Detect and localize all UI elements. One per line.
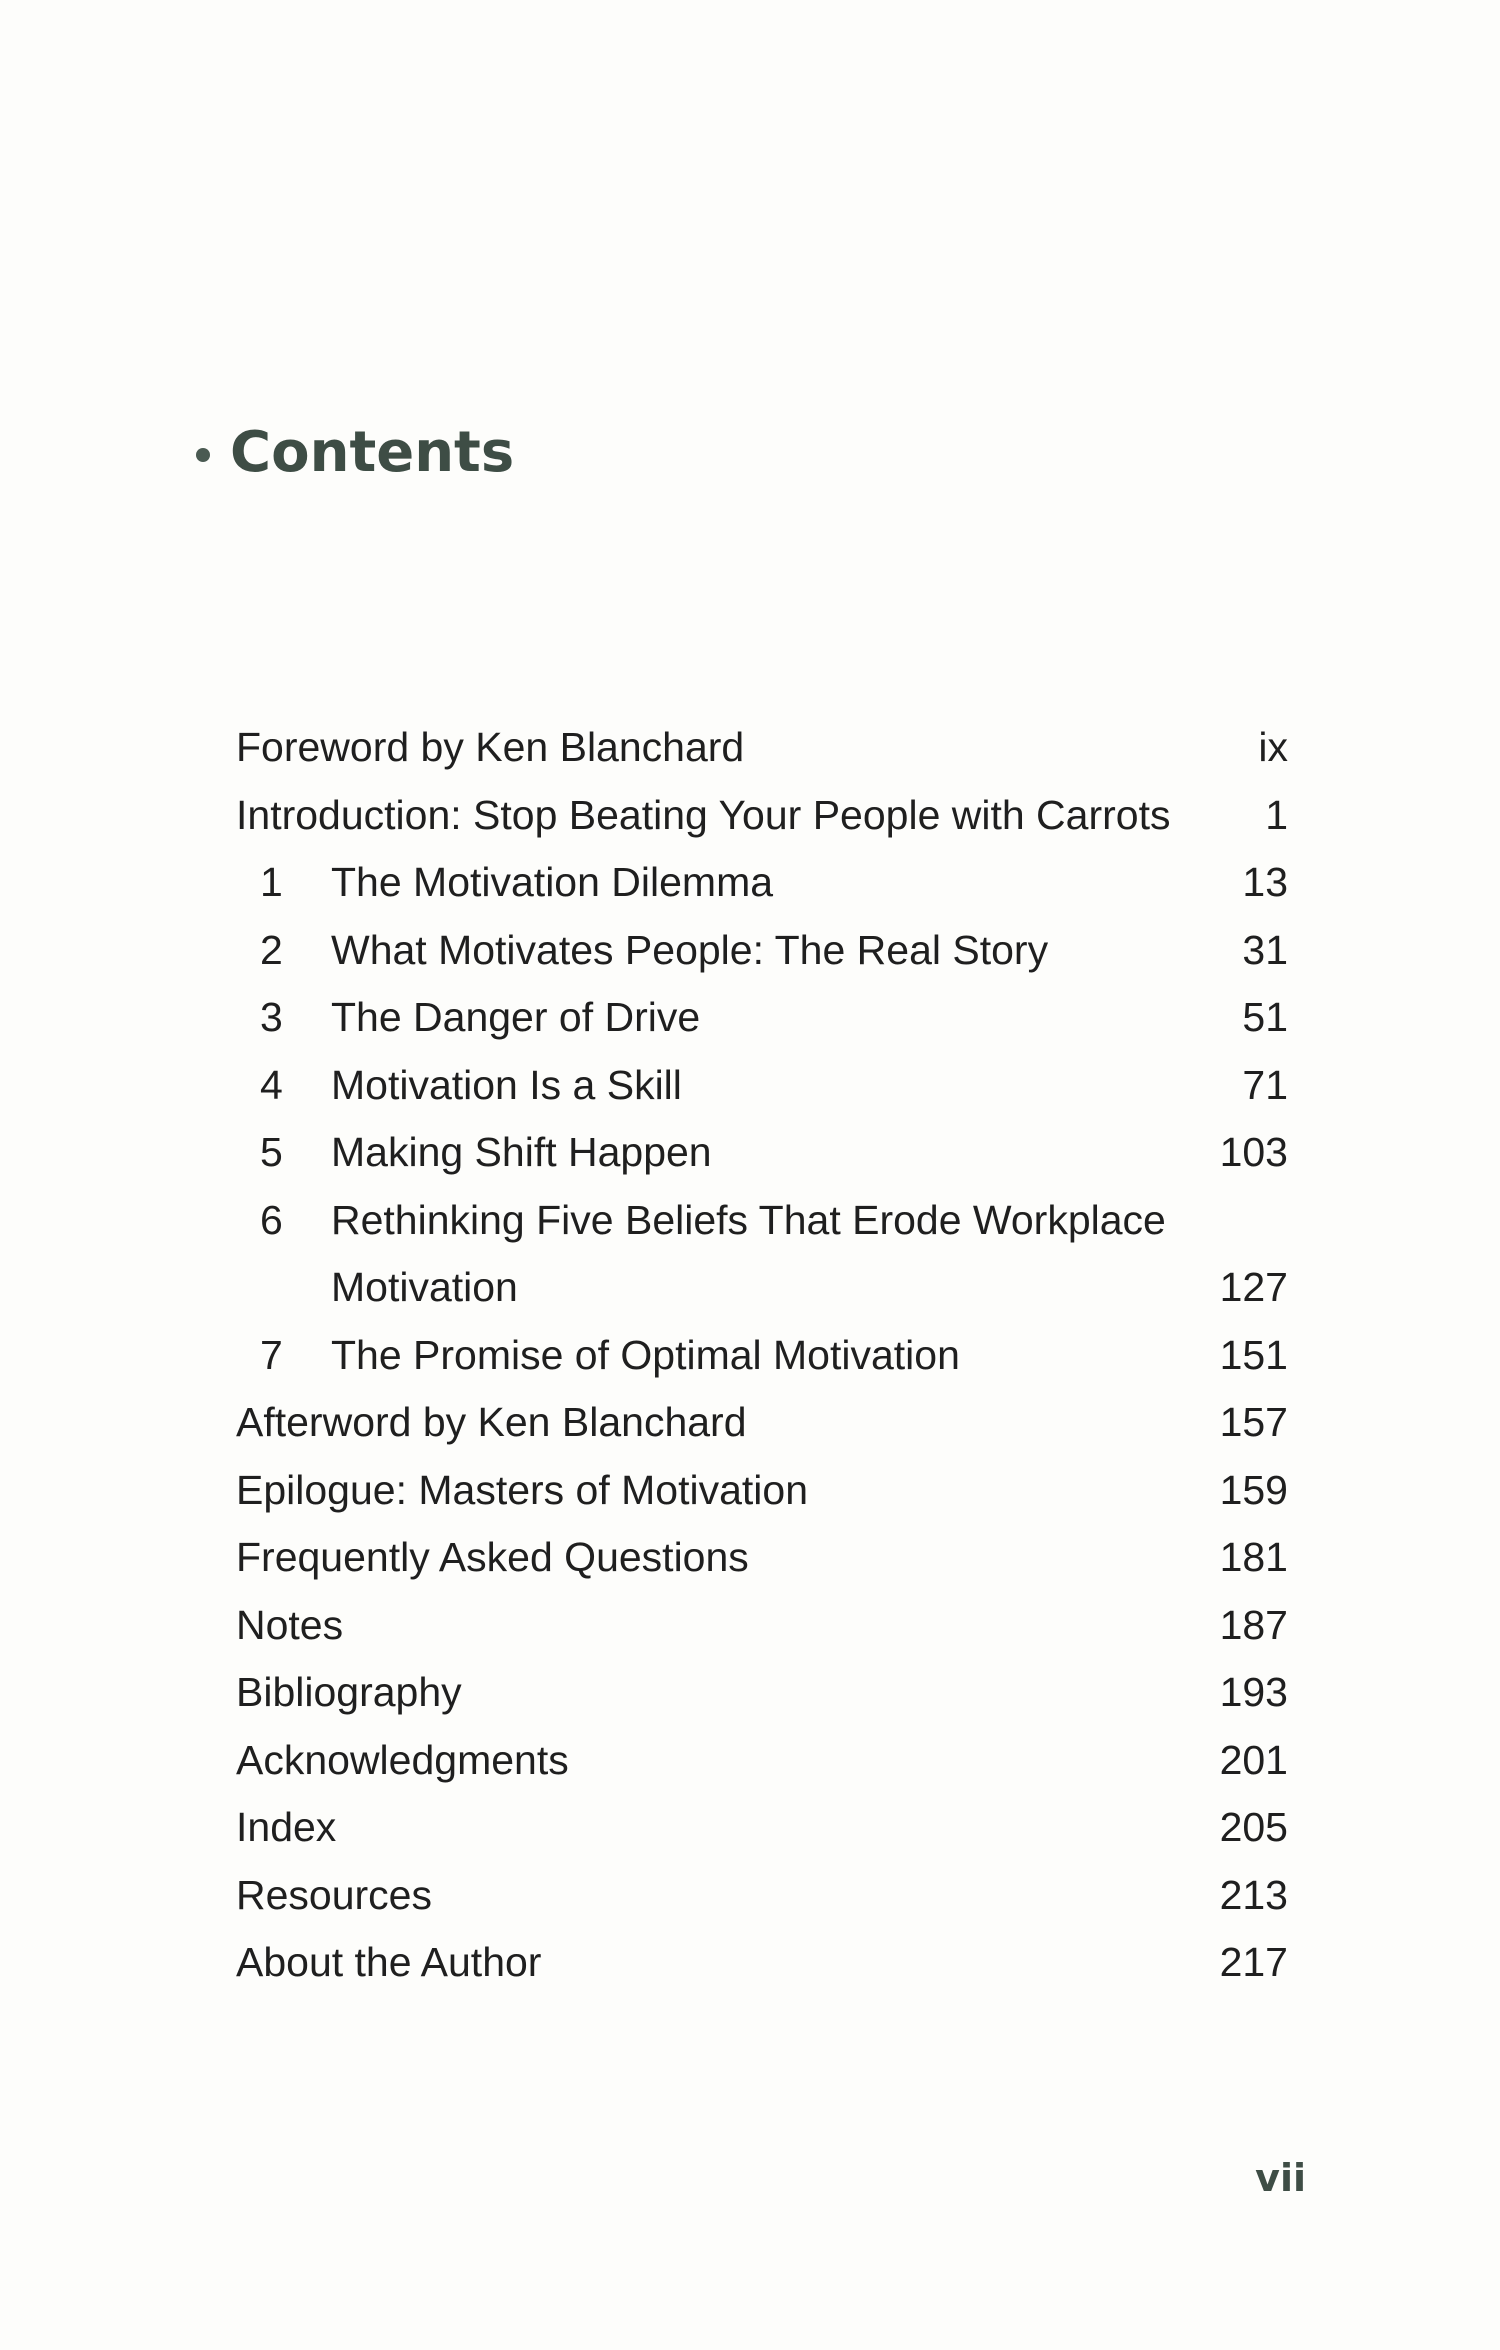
toc-entry	[236, 1187, 1288, 1255]
entry-page-number: 51	[1242, 994, 1288, 1040]
chapter-number: 5	[260, 1129, 283, 1175]
toc-entry	[236, 1929, 1288, 1997]
entry-title: Introduction: Stop Beating Your People with Carrots	[236, 791, 1171, 838]
toc-entry	[236, 1659, 1288, 1727]
toc-entry	[236, 782, 1288, 850]
entry-title: Motivation Is a Skill	[331, 1061, 682, 1108]
entry-page-number: 127	[1219, 1264, 1288, 1310]
chapter-number: 2	[260, 926, 283, 973]
entry-page-number: 187	[1219, 1601, 1288, 1648]
contents-heading	[196, 420, 514, 485]
entry-page-number: 103	[1219, 1129, 1288, 1175]
toc-entry	[236, 849, 1288, 917]
entry-title: Frequently Asked Questions	[236, 1534, 749, 1580]
entry-title: Epilogue: Masters of Motivation	[236, 1466, 808, 1513]
entry-title: The Danger of Drive	[331, 994, 701, 1040]
entry-page-number: 71	[1242, 1061, 1288, 1108]
entry-page-number: 151	[1219, 1331, 1288, 1378]
chapter-number: 1	[260, 859, 283, 905]
page-title: Contents	[230, 420, 515, 485]
entry-title: Acknowledgments	[236, 1736, 569, 1783]
entry-page-number: 193	[1219, 1669, 1288, 1715]
entry-title: Notes	[236, 1601, 344, 1648]
entry-title: Making Shift Happen	[331, 1129, 712, 1175]
entry-title-continued: Motivation	[331, 1264, 518, 1310]
entry-title: The Motivation Dilemma	[331, 859, 774, 905]
toc-entry	[236, 1794, 1288, 1862]
entry-page-number: 201	[1219, 1736, 1288, 1783]
entry-page-number: ix	[1258, 724, 1288, 770]
entry-title: Resources	[236, 1871, 432, 1918]
entry-title: What Motivates People: The Real Story	[331, 926, 1049, 973]
toc-entry-continued	[236, 1254, 1288, 1322]
entry-title: Bibliography	[236, 1669, 462, 1715]
entry-page-number: 205	[1219, 1804, 1288, 1850]
entry-page-number: 1	[1265, 791, 1288, 838]
chapter-number: 7	[260, 1331, 283, 1378]
entry-title: The Promise of Optimal Motivation	[331, 1331, 960, 1378]
entry-page-number: 13	[1242, 859, 1288, 905]
entry-page-number: 213	[1219, 1871, 1288, 1918]
entry-page-number: 217	[1219, 1939, 1288, 1985]
toc-entry	[236, 1119, 1288, 1187]
toc-entry	[236, 1322, 1288, 1390]
table-of-contents	[236, 714, 1288, 1997]
toc-entry	[236, 714, 1288, 782]
toc-entry	[236, 984, 1288, 1052]
toc-entry	[236, 917, 1288, 985]
entry-title: Rethinking Five Beliefs That Erode Workplace	[331, 1196, 1166, 1243]
entry-title: Foreword by Ken Blanchard	[236, 724, 745, 770]
chapter-number: 4	[260, 1061, 283, 1108]
toc-entry	[236, 1389, 1288, 1457]
toc-entry	[236, 1727, 1288, 1795]
toc-entry	[236, 1862, 1288, 1930]
entry-title: Afterword by Ken Blanchard	[236, 1399, 747, 1445]
toc-entry	[236, 1592, 1288, 1660]
bullet-icon	[196, 448, 210, 462]
toc-entry	[236, 1457, 1288, 1525]
entry-title: About the Author	[236, 1939, 542, 1985]
toc-entry	[236, 1524, 1288, 1592]
entry-page-number: 31	[1242, 926, 1288, 973]
entry-page-number: 181	[1219, 1534, 1288, 1580]
page-number: vii	[1255, 2156, 1306, 2200]
entry-page-number: 159	[1219, 1466, 1288, 1513]
chapter-number: 3	[260, 994, 283, 1040]
chapter-number: 6	[260, 1196, 283, 1243]
toc-entry	[236, 1052, 1288, 1120]
entry-page-number: 157	[1219, 1399, 1288, 1445]
entry-title: Index	[236, 1804, 337, 1850]
